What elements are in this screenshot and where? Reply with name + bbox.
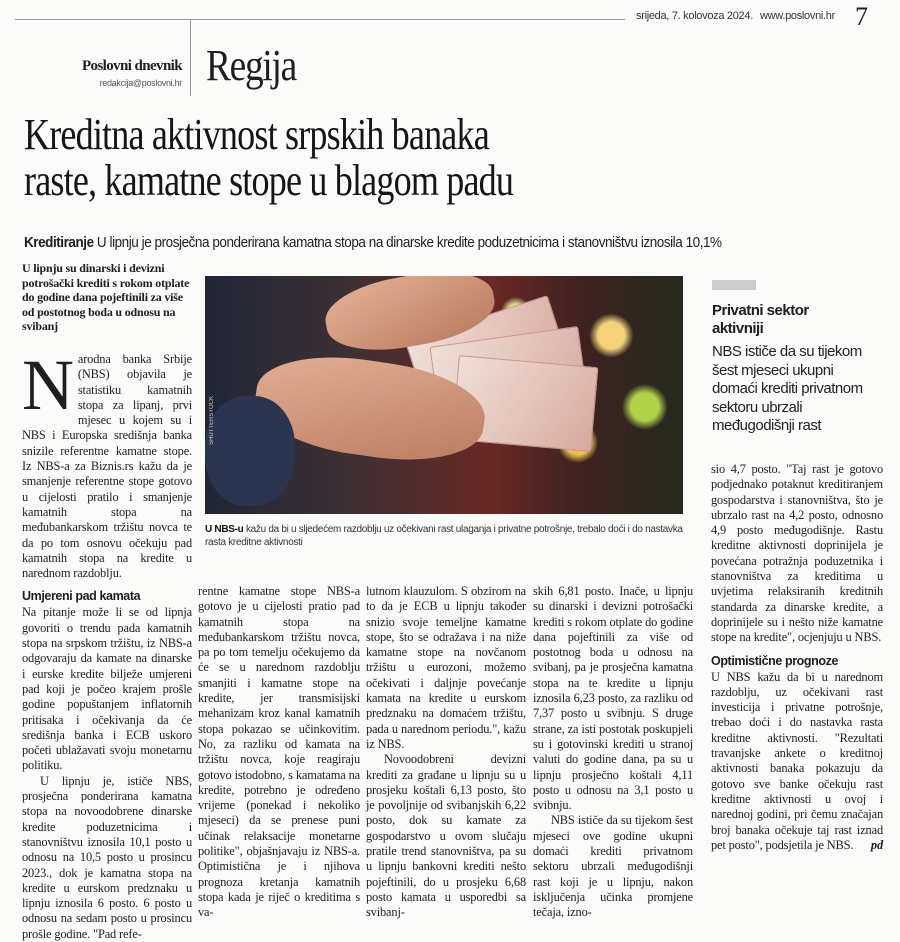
photo-credit: SHUTTERSTOCK xyxy=(209,396,215,445)
paragraph: arodna banka Srbije (NBS) objavila je statistiku kamatnih stopa za lipanj, prvi mjesec u kojem su i NBS i Europska središnja banka snizile referentne kamatne stope. Iz NBS-a za Biznis.rs kažu da je smanjenje referentne stope gotovo u cijelosti pratilo i smanjenje kamatnih stopa na međubankarskom tržištu novca te da po tom osnovu očekuju pad kamatnih stopa na kredite u narednom razdoblju. xyxy=(22,352,192,581)
subheading: Optimistične prognoze xyxy=(711,653,839,668)
editorial-email[interactable]: redakcija@poslovni.hr xyxy=(99,78,182,88)
column-1 xyxy=(22,345,192,942)
drop-cap: N xyxy=(22,345,74,425)
sidebar-title: Privatni sektor aktivniji xyxy=(712,302,809,337)
brand-name: Poslovni dnevnik xyxy=(81,58,182,74)
paragraph: Novoodobreni devizni krediti za građane u lipnju su u prosjeku koštali 6,13 posto, što je povoljnije od svibanjskih 6,22 posto, dok su kamate za gospodarstvo u ovom slučaju pratile trend stanovništva, pa su u lipnju bankovni krediti nešto pojeftinili, do u prosjeku 6,68 posto kamata u usporedbi sa svibanj- xyxy=(366,752,526,920)
paragraph: sio 4,7 posto. "Taj rast je gotovo podjednako potaknut kreditiranjem gospodarstva i stanovništva, što je ubrzalo rast na 4,2 posto, odnosno 4,9 posto međugodišnje. Rastu kreditne aktivnosti doprinijela je povećana potražnja poduzetnika i stanovništva za kreditima u uvjetima relaksiranih kreditnih standarda za dinarske kredite, a doprinijele su i nešto niže kamatne stope na kredite", ocjenjuju u NBS. xyxy=(711,462,883,645)
section-title: Regija xyxy=(206,41,296,90)
deck-text: U lipnju je prosječna ponderirana kamatna stopa na dinarske kredite poduzetnicima i stanovništvu iznosila 10,1% xyxy=(96,234,722,251)
paragraph: Na pitanje može li se od lipnja govoriti o trendu pada kamatnih stopa na srpskom tržištu, iz NBS-a odgovaraju da kamate na dinarske i eurske kredite bilježe umjereni pad koji je počeo krajem prošle godine popuštanjem inflatornih pritisaka i očekivanja da će središnja banka i ECB uskoro početi ublažavati svoju monetarnu politiku. xyxy=(22,605,192,773)
divider xyxy=(190,20,191,96)
deck xyxy=(24,234,722,251)
headline-line-2: raste, kamatne stope u blagom padu xyxy=(24,156,514,205)
website-link[interactable]: www.poslovni.hr xyxy=(760,10,835,22)
column-3 xyxy=(366,584,526,921)
issue-date: srijeda, 7. kolovoza 2024. xyxy=(636,10,753,22)
paragraph: NBS ističe da su tijekom šest mjeseci ove godine ukupni domaći krediti privatnom sektoru ubrzali međugodišnji rast koji je u lipnju, nakon isključenja učinka promjene tečaja, izno- xyxy=(533,813,693,920)
headline-line-1: Kreditna aktivnost srpskih banaka xyxy=(24,110,489,159)
caption-text: kažu da bi u sljedećem razdoblju uz očekivani rast ulaganja i privatne potrošnje, trebalo doći i do nastavka rasta kreditne aktivnosti xyxy=(205,524,683,548)
column-2 xyxy=(198,584,360,921)
paragraph: U lipnju je, ističe NBS, prosječna ponderirana kamatna stopa na novoodobrene dinarske kredite poduzetnicima i stanovništvu iznosila 10,1 posto u odnosu na 10,5 posto u prosincu 2023., dok je kamatna stopa na kredite u eurskom predznaku u lipnju iznosila 6 posto. 6 posto u odnosu na sedam posto u prosincu prošle godine. "Pad refe- xyxy=(22,773,192,941)
paragraph: lutnom klauzulom. S obzirom na to da je ECB u lipnju također snizio svoje temeljne kamatne stope, što se odražava i na niže kamatne stope na novčanom tržištu u eurozoni, možemo očekivati i daljnje povećanje kamata na kredite u eurskom predznaku na domaćem tržištu, pada u narednom periodu.", kažu iz NBS. xyxy=(366,584,526,751)
header-rule xyxy=(15,19,625,20)
lead-summary: U lipnju su dinarski i devizni potrošački krediti s rokom otplate do godine dana pojeftinili za više od postotnog boda u odnosu na svibanj xyxy=(22,261,190,333)
paragraph: rentne kamatne stope NBS-a gotovo je u cijelosti pratio pad kamatnih stopa na međubankarskom tržištu novca, pa po tom temelju očekujemo da će se u narednom razdoblju smanjiti i kamatne stope na kredite, jer transmisijski mehanizam kroz kanal kamatnih stopa pokazao se učinkovitim. No, za razliku od kamata na tržištu novca, koje reagiraju gotovo istodobno, s kamatama na kredite, potrebno je određeno vrijeme (ponekad i nekoliko mjeseci) da se prenese puni učinak relaksacije monetarne politike", objašnjavaju iz NBS-a. Optimistična je i njihova prognoza kretanja kamatnih stopa kada je riječ o kreditima s va- xyxy=(198,584,360,920)
article-photo xyxy=(205,276,683,514)
headline xyxy=(24,112,762,204)
column-5 xyxy=(711,462,883,853)
paragraph: skih 6,81 posto. Inače, u lipnju su dinarski i devizni potrošački krediti s rokom otplate do godine dana pojeftinili za više od postotnog boda u odnosu na svibanj, pa je prosječna kamatna stopa na te kredite u lipnju iznosila 6,23 posto, za razliku od 7,37 posto u svibnju. S druge strane, za isti postotak poskupjeli su i gotovinski krediti u stranoj valuti do godine dana, pa su u lipnju prosječno koštali 4,11 posto u odnosu na 3,1 posto u svibnju. xyxy=(533,584,693,813)
photo-caption xyxy=(205,523,685,549)
paragraph xyxy=(711,670,883,854)
subheading: Umjereni pad kamata xyxy=(22,589,141,604)
caption-lead: U NBS-u xyxy=(205,524,244,535)
author-signature: pd xyxy=(870,837,883,852)
column-4 xyxy=(533,584,693,921)
deck-label: Kreditiranje xyxy=(24,234,94,251)
sidebar-tag xyxy=(712,280,756,290)
sidebar-text: NBS ističe da su tijekom šest mjeseci ukupni domaći krediti privatnom sektoru ubrzali međugodišnji rast xyxy=(712,343,863,434)
paragraph-text: U NBS kažu da bi u narednom razdoblju, uz očekivani rast investicija i privatne potrošnje, trebao doći i do nastavka rasta kreditne aktivnosti. "Rezultati travanjske ankete o kreditnoj aktivnosti banaka pokazuju da gotovo sve banke očekuju rast kreditne aktivnosti u ovoj i narednoj godini, pri čemu značajan broj banaka očekuje taj rast iznad pet posto", podsjetila je NBS. xyxy=(711,669,883,852)
page-number: 7 xyxy=(855,2,868,31)
